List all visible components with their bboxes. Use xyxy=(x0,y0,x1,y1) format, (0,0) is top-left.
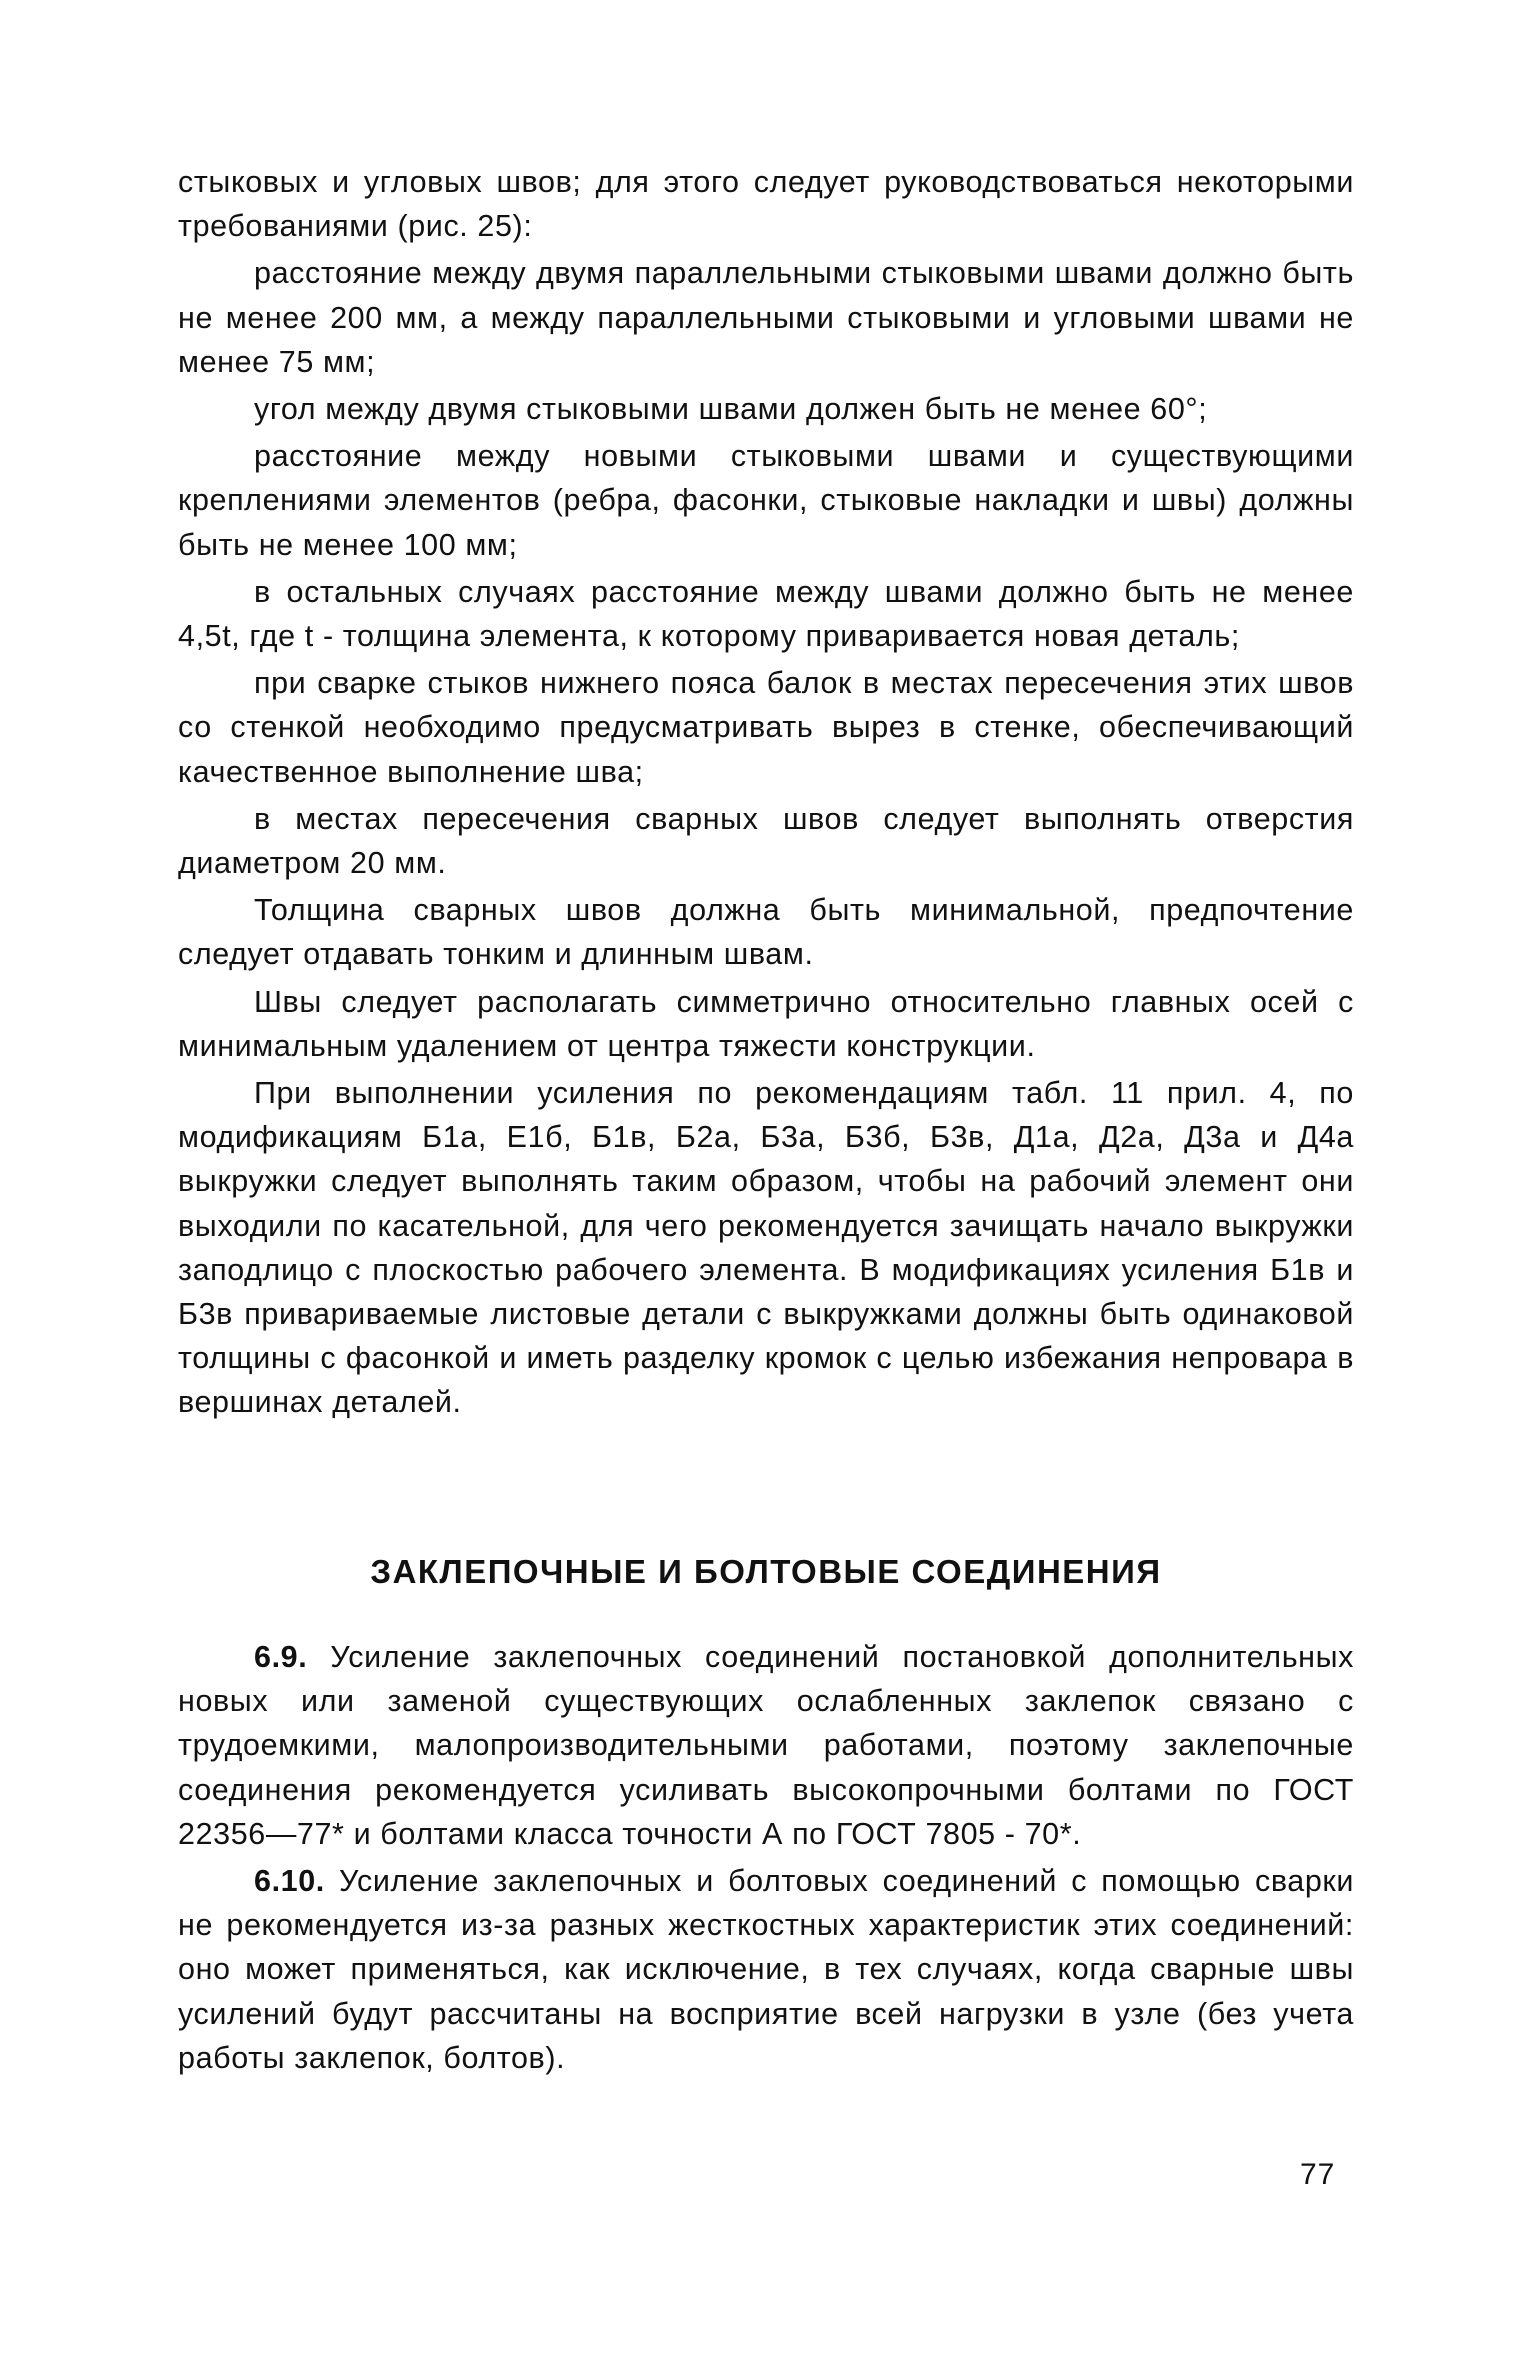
requirement-item: угол между двумя стыковыми швами должен быть не менее 60°; xyxy=(254,392,1208,427)
clause-number: 6.10. xyxy=(254,1864,325,1899)
paragraph: Толщина сварных швов должна быть минимальной, предпочтение следует отдавать тонким и длинным швам. xyxy=(178,893,1354,972)
clause-6-9 xyxy=(178,1635,1354,1856)
clause-number: 6.9. xyxy=(254,1640,308,1674)
clause-text: Усиление заклепочных соединений постановкой дополнительных новых или заменой существующих ослабленных заклепок связано с трудоемкими, малопроизводительными работами, поэтому заклепочные соединения рекомендуется усиливать высокопрочными болтами по ГОСТ 22356—77* и болтами класса точности А по ГОСТ 7805 - 70*. xyxy=(178,1640,1354,1851)
paragraph: Швы следует располагать симметрично относительно главных осей с минимальным удалением от центра тяжести конструкции. xyxy=(178,984,1354,1063)
page-number: 77 xyxy=(1300,2158,1336,2191)
clause-text: Усиление заклепочных и болтовых соединений с помощью сварки не рекомендуется из-за разных жесткостных характеристик этих соединений: оно может применяться, как исключение, в тех случаях, когда сварные швы усилений будут рассчитаны на восприятие всей нагрузки в узле (без учета работы заклепок, болтов). xyxy=(178,1864,1354,2075)
intro-paragraph: стыковых и угловых швов; для этого следует руководствоваться некоторыми требованиями (рис. 25): xyxy=(178,165,1354,244)
requirement-item: при сварке стыков нижнего пояса балок в местах пересечения этих швов со стенкой необходимо предусматривать вырез в стенке, обеспечивающий качественное выполнение шва; xyxy=(178,666,1354,789)
requirement-item: расстояние между новыми стыковыми швами и существующими креплениями элементов (ребра, фасонки, стыковые накладки и швы) должны быть не менее 100 мм; xyxy=(178,439,1354,562)
requirement-item: в остальных случаях расстояние между швами должно быть не менее 4,5t, где t - толщина элемента, к которому приваривается новая деталь; xyxy=(178,574,1354,654)
requirement-item: расстояние между двумя параллельными стыковыми швами должно быть не менее 200 мм, а между параллельными стыковыми и угловыми швами не менее 75 мм; xyxy=(178,256,1354,379)
requirement-item: в местах пересечения сварных швов следует выполнять отверстия диаметром 20 мм. xyxy=(178,801,1354,881)
clause-6-10 xyxy=(178,1859,1354,2080)
section-heading: ЗАКЛЕПОЧНЫЕ И БОЛТОВЫЕ СОЕДИНЕНИЯ xyxy=(370,1553,1162,1590)
body-text xyxy=(178,160,1354,1425)
section-body xyxy=(178,1635,1354,2080)
paragraph: При выполнении усиления по рекомендациям табл. 11 прил. 4, по модификациям Б1а, Е1б, Б1в, Б2а, Б3а, Б3б, Б3в, Д1а, Д2а, Д3а и Д4а выкружки следует выполнять таким образом, чтобы на рабочий элемент они выходили по касательной, для чего рекомендуется зачищать начало выкружки заподлицо с плоскостью рабочего элемента. В модификациях усиления Б1в и Б3в привариваемые листовые детали с выкружками должны быть одинаковой толщины с фасонкой и иметь разделку кромок с целью избежания непровара в вершинах деталей. xyxy=(178,1076,1354,1420)
